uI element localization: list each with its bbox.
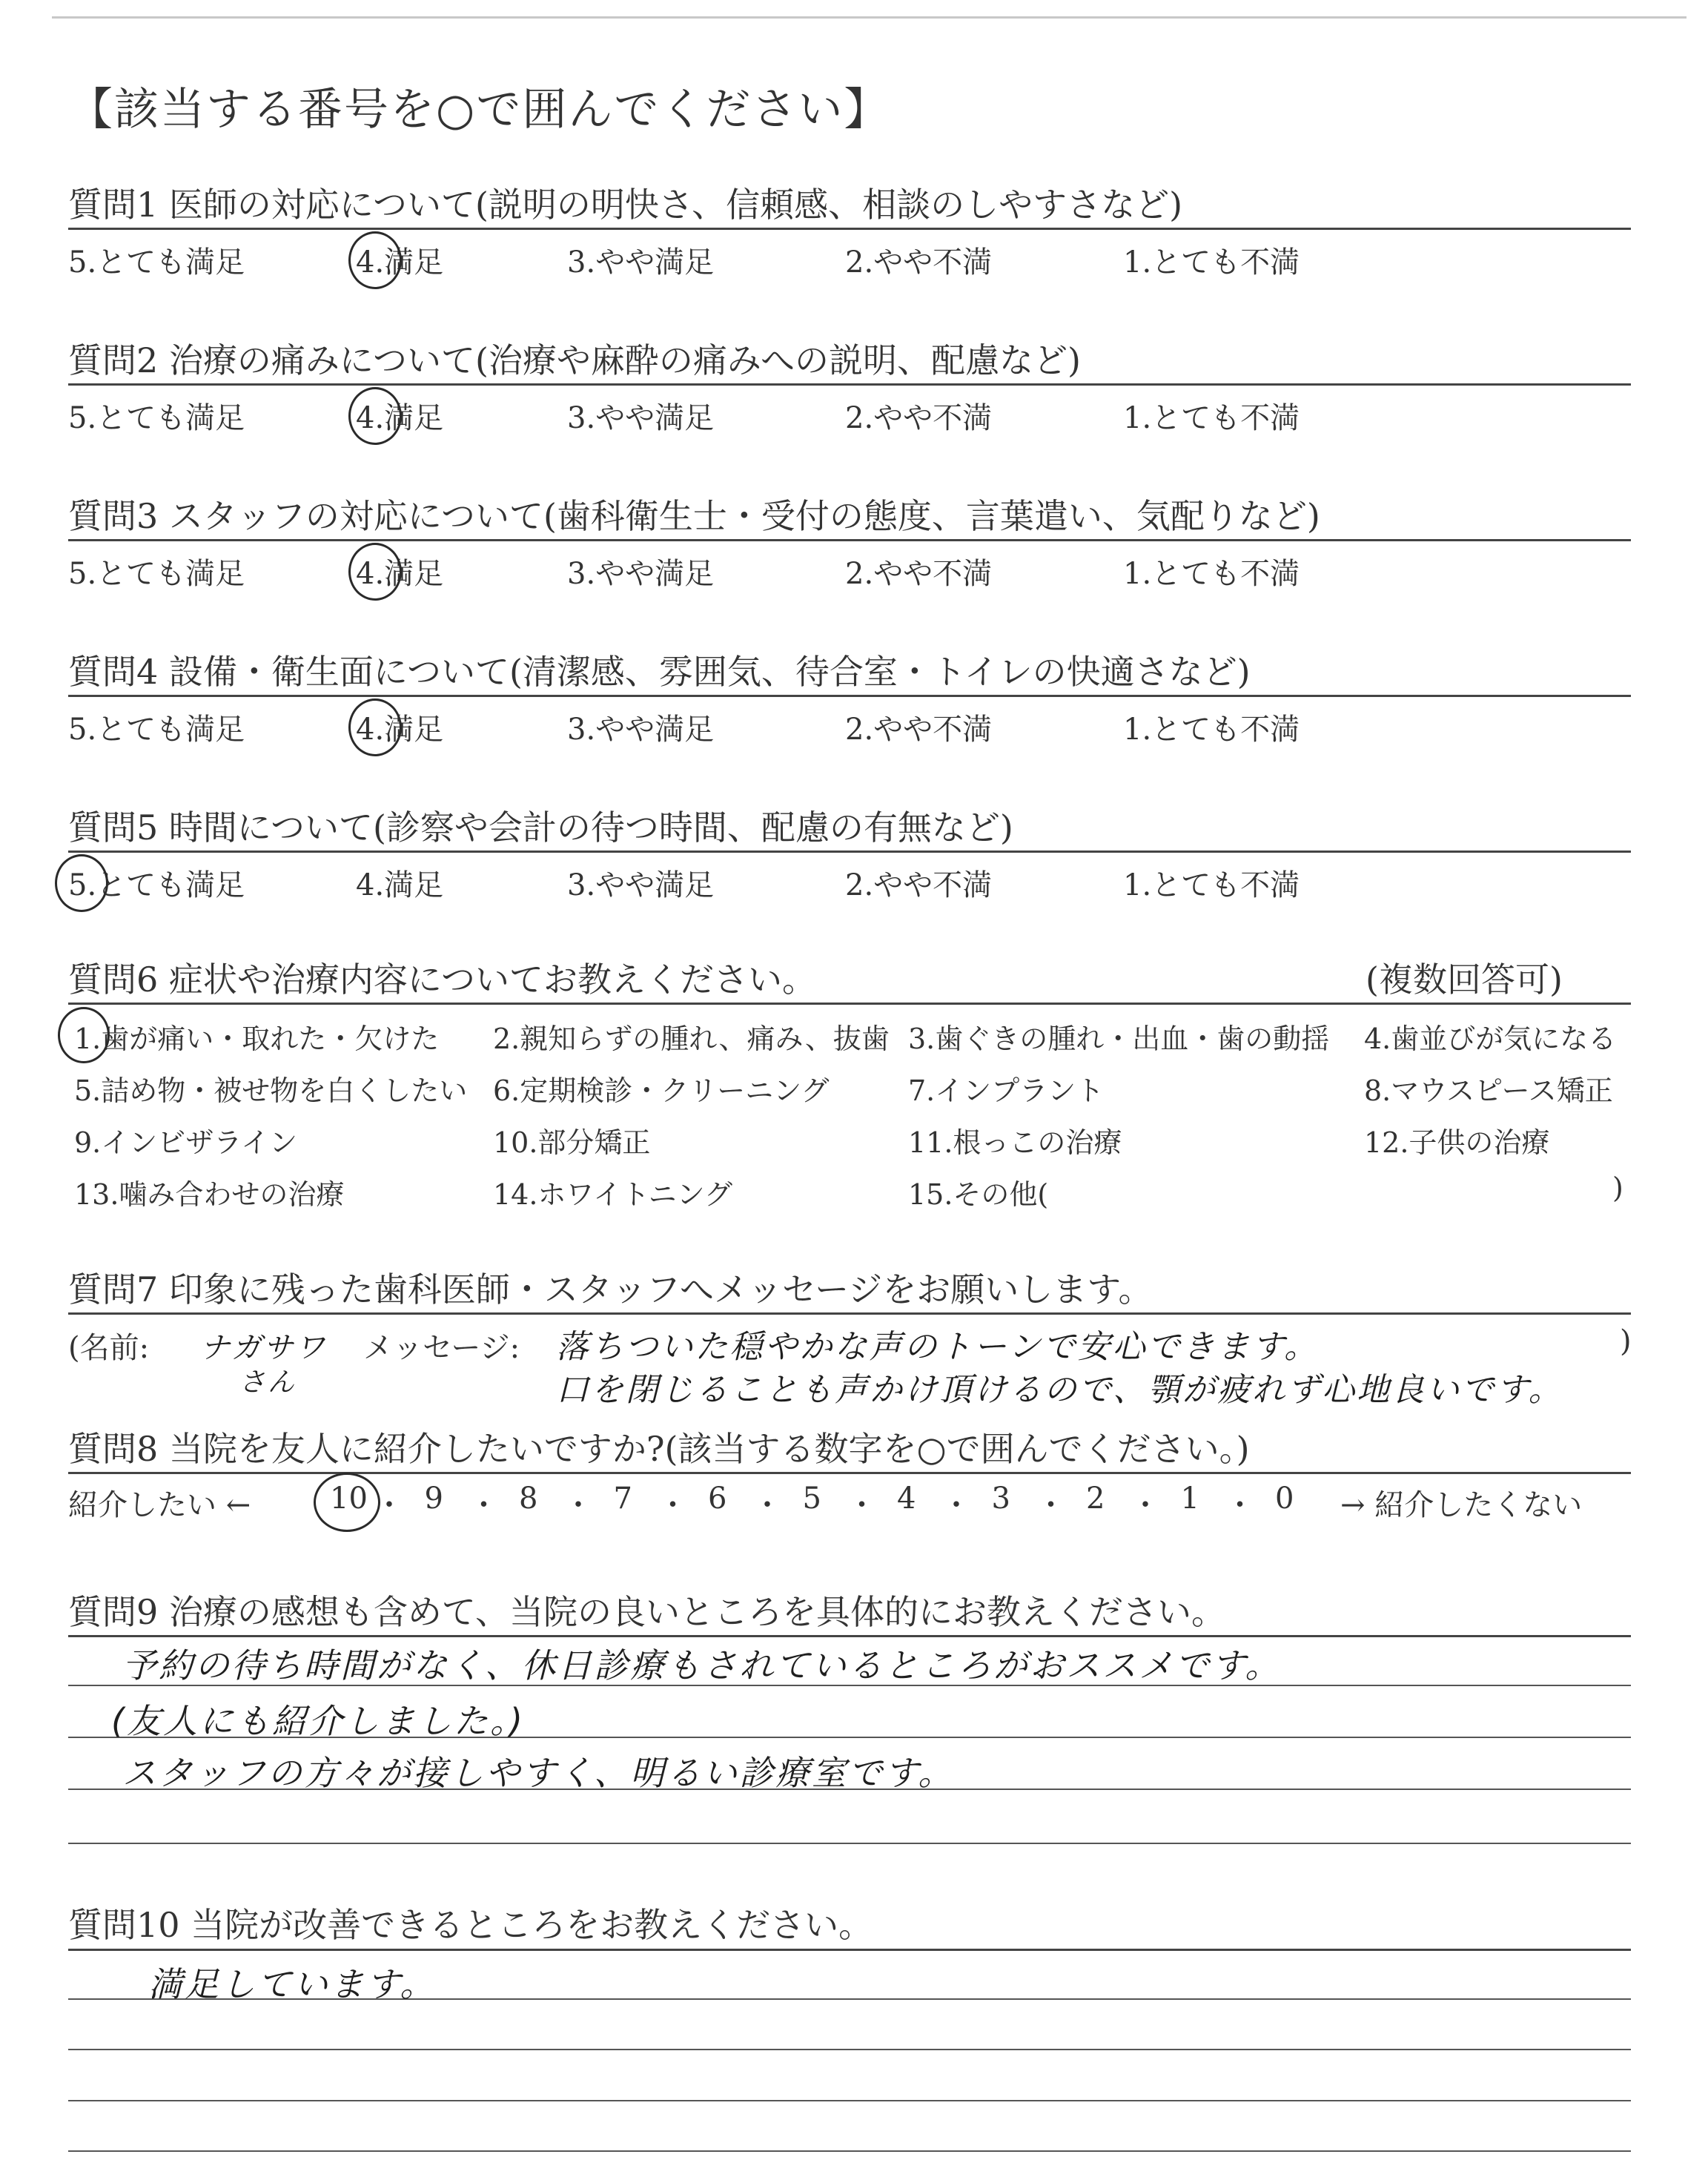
q8-number-6: 6 <box>708 1482 727 1516</box>
q3-option-4: 4.満足 <box>356 557 444 591</box>
q5-rule <box>68 851 1631 853</box>
q8-title: 質問8 当院を友人に紹介したいですか?(該当する数字を○で囲んでください。) <box>68 1429 1250 1469</box>
q4-option-3: 3.やや満足 <box>567 713 715 747</box>
q4-title: 質問4 設備・衛生面について(清潔感、雰囲気、待合室・トイレの快適さなど) <box>68 652 1251 692</box>
q6-note: (複数回答可) <box>1366 960 1563 1000</box>
q8-number-2: 2 <box>1086 1482 1105 1516</box>
q6-option-2: 2.親知らずの腫れ、痛み、抜歯 <box>493 1023 890 1055</box>
q8-number-8: 8 <box>519 1482 538 1516</box>
q1-option-1: 1.とても不満 <box>1123 245 1300 280</box>
q8-separator-dot: ・ <box>1131 1488 1160 1522</box>
q8-number-9: 9 <box>424 1482 443 1516</box>
q2-selection-circle <box>348 387 402 445</box>
q10-line-3 <box>68 2049 1631 2050</box>
q1-rule <box>68 228 1631 230</box>
q6-option-3: 3.歯ぐきの腫れ・出血・歯の動揺 <box>908 1023 1330 1055</box>
q8-separator-dot: ・ <box>469 1488 499 1522</box>
q6-rule <box>68 1003 1631 1005</box>
q6-option-6: 6.定期検診・クリーニング <box>493 1074 830 1107</box>
q9-rule <box>68 1635 1631 1637</box>
q8-number-1: 1 <box>1180 1482 1199 1516</box>
q5-title: 質問5 時間について(診察や会計の待つ時間、配慮の有無など) <box>68 807 1013 848</box>
q6-option-4: 4.歯並びが気になる <box>1364 1023 1617 1055</box>
q10-line-5 <box>68 2150 1631 2152</box>
q8-separator-dot: ・ <box>658 1488 688 1522</box>
q7-name-value: ナガサワ <box>200 1331 328 1365</box>
q9-line-5 <box>68 1843 1631 1844</box>
q5-option-5: 5.とても満足 <box>68 868 245 902</box>
q8-separator-dot: ・ <box>374 1488 404 1522</box>
q2-title: 質問2 治療の痛みについて(治療や麻酔の痛みへの説明、配慮など) <box>68 340 1081 380</box>
q7-rule <box>68 1312 1631 1315</box>
q1-option-3: 3.やや満足 <box>567 245 715 280</box>
q8-separator-dot: ・ <box>563 1488 593 1522</box>
q6-option-14: 14.ホワイトニング <box>493 1178 733 1211</box>
q8-number-5: 5 <box>802 1482 821 1516</box>
q7-name-label: (名前: <box>68 1331 150 1365</box>
q6-option-9: 9.インビザライン <box>74 1126 298 1159</box>
q6-other-close-paren: ) <box>1612 1172 1623 1204</box>
q2-option-2: 2.やや不満 <box>845 401 993 435</box>
q6-option-5: 5.詰め物・被せ物を白くしたい <box>74 1074 468 1107</box>
q3-title: 質問3 スタッフの対応について(歯科衛生士・受付の態度、言葉遣い、気配りなど) <box>68 496 1320 536</box>
q4-option-5: 5.とても満足 <box>68 713 245 747</box>
q4-option-4: 4.満足 <box>356 713 444 747</box>
q8-right-label: → 紹介したくない <box>1340 1488 1583 1522</box>
q8-separator-dot: ・ <box>752 1488 782 1522</box>
q2-option-3: 3.やや満足 <box>567 401 715 435</box>
q3-selection-circle <box>348 543 402 601</box>
q5-option-1: 1.とても不満 <box>1123 868 1300 902</box>
q1-option-2: 2.やや不満 <box>845 245 993 280</box>
q6-option-11: 11.根っこの治療 <box>908 1126 1122 1159</box>
q6-option-15: 15.その他( <box>908 1178 1049 1211</box>
q9-answer-line-3: スタッフの方々が接しやすく、明るい診療室です。 <box>122 1753 955 1793</box>
q1-option-5: 5.とても満足 <box>68 245 245 280</box>
q7-message-line-1: 落ちついた穏やかな声のトーンで安心できます。 <box>556 1328 1320 1366</box>
q4-option-1: 1.とても不満 <box>1123 713 1300 747</box>
q3-option-1: 1.とても不満 <box>1123 557 1300 591</box>
scan-edge-line <box>52 16 1687 19</box>
q6-option-1: 1.歯が痛い・取れた・欠けた <box>74 1023 440 1055</box>
q6-selection-circle-1 <box>58 1007 110 1063</box>
q5-selection-circle <box>55 854 108 912</box>
q3-option-2: 2.やや不満 <box>845 557 993 591</box>
q6-option-7: 7.インプラント <box>908 1074 1105 1107</box>
q3-option-5: 5.とても満足 <box>68 557 245 591</box>
q8-separator-dot: ・ <box>941 1488 971 1522</box>
q3-option-3: 3.やや満足 <box>567 557 715 591</box>
q8-rule <box>68 1472 1631 1474</box>
q2-option-1: 1.とても不満 <box>1123 401 1300 435</box>
q8-number-3: 3 <box>991 1482 1010 1516</box>
q8-left-label: 紹介したい ← <box>68 1488 251 1522</box>
q10-rule <box>68 1949 1631 1951</box>
q3-rule <box>68 539 1631 541</box>
q8-number-10: 10 <box>330 1482 368 1516</box>
q5-option-2: 2.やや不満 <box>845 868 993 902</box>
q1-selection-circle <box>348 231 402 289</box>
q6-title: 質問6 症状や治療内容についてお教えください。 <box>68 960 816 1000</box>
q5-option-4: 4.満足 <box>356 868 444 902</box>
q4-selection-circle <box>348 698 402 756</box>
q8-selection-circle <box>314 1473 380 1532</box>
q7-close-paren: ) <box>1620 1324 1632 1358</box>
q8-separator-dot: ・ <box>1036 1488 1066 1522</box>
q6-option-10: 10.部分矯正 <box>493 1126 651 1159</box>
q10-answer-line-1: 満足しています。 <box>148 1964 437 2004</box>
q7-title: 質問7 印象に残った歯科医師・スタッフへメッセージをお願いします。 <box>68 1269 1153 1309</box>
q1-option-4: 4.満足 <box>356 245 444 280</box>
q4-rule <box>68 695 1631 697</box>
q10-title: 質問10 当院が改善できるところをお教えください。 <box>68 1905 873 1945</box>
q2-rule <box>68 383 1631 386</box>
q5-option-3: 3.やや満足 <box>567 868 715 902</box>
q6-option-13: 13.噛み合わせの治療 <box>74 1178 345 1211</box>
q9-answer-line-1: 予約の待ち時間がなく、休日診療もされているところがおススメです。 <box>122 1645 1282 1685</box>
q7-name-suffix: さん <box>239 1367 297 1398</box>
q8-number-0: 0 <box>1275 1482 1294 1516</box>
q2-option-4: 4.満足 <box>356 401 444 435</box>
q8-number-4: 4 <box>897 1482 916 1516</box>
q8-separator-dot: ・ <box>847 1488 877 1522</box>
q1-title: 質問1 医師の対応について(説明の明快さ、信頼感、相談のしやすさなど) <box>68 185 1183 225</box>
q8-separator-dot: ・ <box>1225 1488 1255 1522</box>
q6-option-12: 12.子供の治療 <box>1364 1126 1550 1159</box>
q9-title: 質問9 治療の感想も含めて、当院の良いところを具体的にお教えください。 <box>68 1592 1225 1632</box>
q10-line-4 <box>68 2100 1631 2101</box>
q7-message-label: メッセージ: <box>363 1331 520 1365</box>
q6-option-8: 8.マウスピース矯正 <box>1364 1074 1613 1107</box>
form-heading: 【該当する番号を○で囲んでください】 <box>68 84 890 136</box>
q4-option-2: 2.やや不満 <box>845 713 993 747</box>
q2-option-5: 5.とても満足 <box>68 401 245 435</box>
q7-message-line-2: 口を閉じることも声かけ頂けるので、顎が疲れず心地良いです。 <box>556 1371 1563 1409</box>
q9-answer-line-2: (友人にも紹介しました。) <box>111 1701 525 1741</box>
q8-number-7: 7 <box>613 1482 632 1516</box>
